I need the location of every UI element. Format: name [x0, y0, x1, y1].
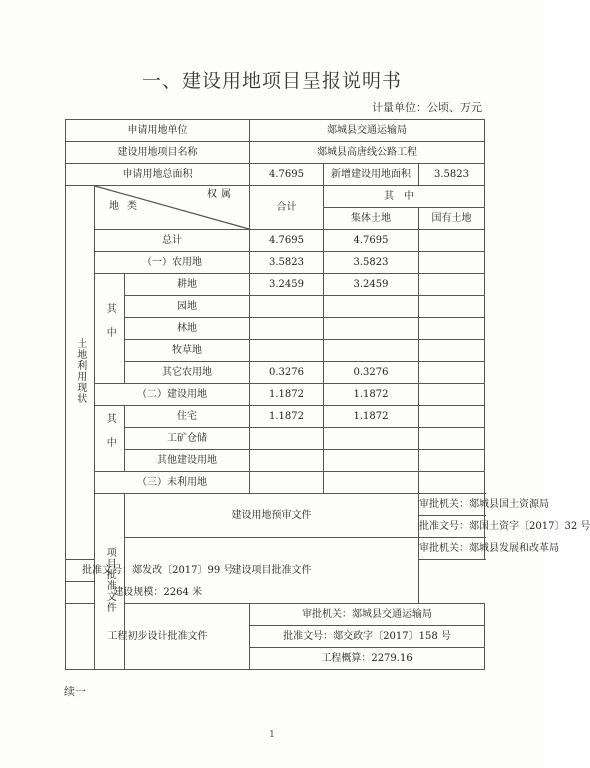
label-new-construction-area: 新增建设用地面积 [324, 164, 419, 186]
doc-line: 审批机关：郯城县交通运输局 [250, 604, 485, 626]
label-total-area: 申请用地总面积 [66, 164, 250, 186]
doc-line: 审批机关：郯城县发展和改革局 [419, 538, 485, 560]
continued-note: 续一 [64, 685, 86, 698]
label-applicant: 申请用地单位 [66, 120, 250, 142]
doc-label-preliminary-design: 工程初步设计批准文件 [66, 604, 250, 670]
diagonal-header-cell [95, 186, 250, 230]
table-row: 其他建设用地 [66, 450, 485, 472]
table-row: （三）未利用地 [66, 472, 485, 494]
section-land-use-status: 土地利用现状 [66, 186, 95, 560]
value-new-construction-area: 3.5823 [419, 164, 485, 186]
table-row: 工矿仓储 [66, 428, 485, 450]
doc-label-project-approval: 建设项目批准文件 [125, 538, 419, 604]
header-ownership: 权属 [207, 189, 236, 200]
page-number: 1 [269, 730, 275, 740]
page-title: 一、建设用地项目呈报说明书 [141, 70, 402, 92]
table-row: 其中 住宅 1.1872 1.1872 [66, 406, 485, 428]
doc-label-land-pre-review: 建设用地预审文件 [125, 494, 419, 538]
value-total-area: 4.7695 [250, 164, 324, 186]
table-row: 林地 [66, 318, 485, 340]
header-collective-land: 集体土地 [324, 208, 419, 230]
doc-line: 批准文号：郯交政字〔2017〕158 号 [250, 626, 485, 648]
table-row: （二）建设用地 1.1872 1.1872 [66, 384, 485, 406]
section-approval-docs: 项目批准文件 [95, 494, 125, 670]
table-row: 其中 耕地 3.2459 3.2459 [66, 274, 485, 296]
doc-line: 批准文号：郯国土资字〔2017〕32 号 [419, 516, 485, 538]
table-row: 总计 4.7695 4.7695 [66, 230, 485, 252]
land-use-table [65, 119, 590, 670]
value-project-name: 郯城县高唐线公路工程 [250, 142, 485, 164]
doc-line: 工程概算：2279.16 [250, 648, 485, 670]
doc-line: 建设规模：2264 米 [66, 582, 250, 604]
table-row: 其它农用地 0.3276 0.3276 [66, 362, 485, 384]
header-land-type: 地类 [109, 201, 145, 212]
qizhong-construction: 其中 [95, 406, 125, 472]
header-total: 合计 [250, 186, 324, 230]
doc-line: 批准文号：郯发改〔2017〕99 号 [66, 560, 250, 582]
table-row: 园地 [66, 296, 485, 318]
doc-line: 审批机关：郯城县国土资源局 [419, 494, 485, 516]
table-row: 牧草地 [66, 340, 485, 362]
header-of-which: 其中 [324, 186, 485, 208]
unit-note: 计量单位：公顷、万元 [372, 101, 482, 114]
label-project-name: 建设用地项目名称 [66, 142, 250, 164]
value-applicant: 郯城县交通运输局 [250, 120, 485, 142]
header-state-land: 国有土地 [419, 208, 485, 230]
qizhong-agri: 其中 [95, 274, 125, 384]
table-row: （一）农用地 3.5823 3.5823 [66, 252, 485, 274]
